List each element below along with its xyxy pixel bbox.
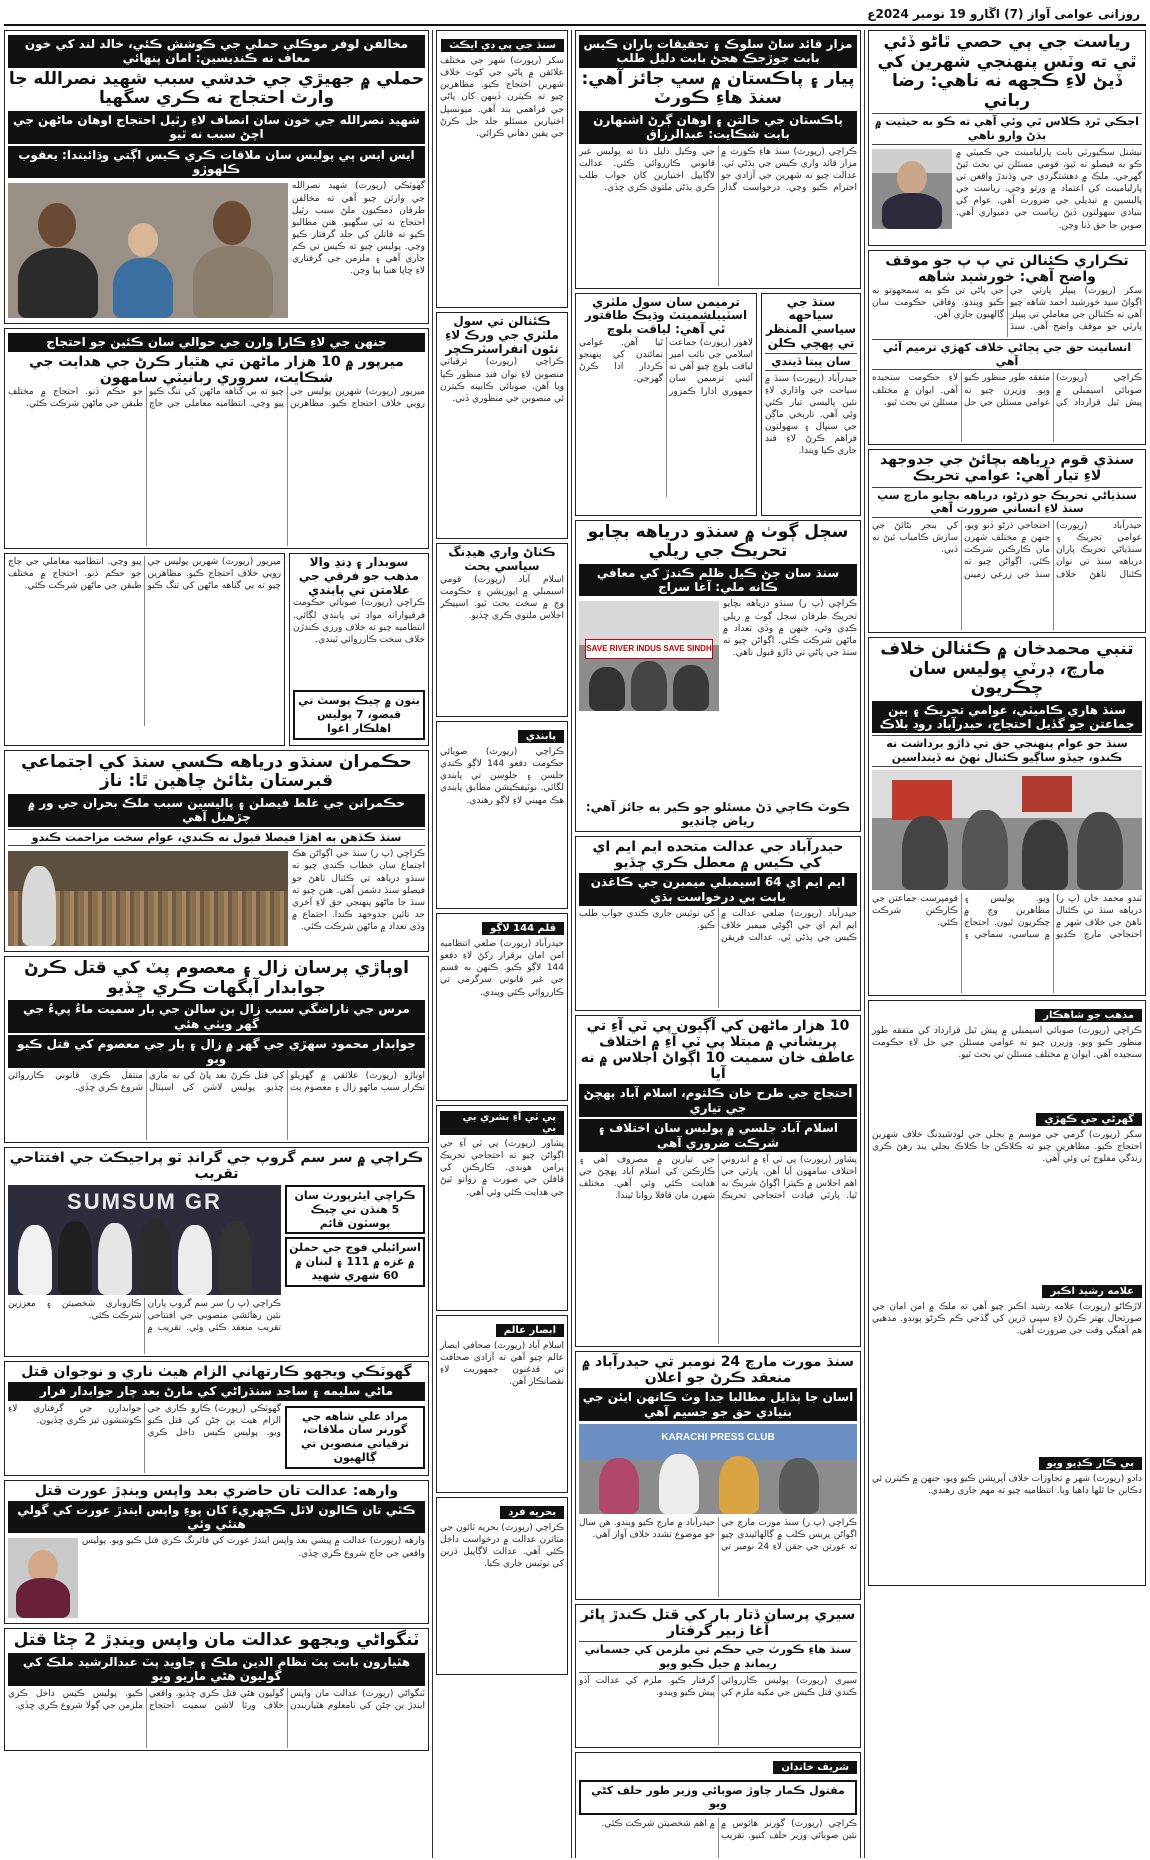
story-body-more: ڪراچي (رپورٽ) صوبائي اسيمبلي ۾ پيش ٿيل قرارداد کي متفقه طور منظور ڪيو ويو. وزيرن چيو ته عوامي مسئلن جي حل لاءِ حڪومت سنجيده آهي. ايوان ۾ مختلف مسئلن تي بحث ٿيو. (872, 373, 1142, 408)
paper-issue-line: روزانی عوامی آواز (7) اڱارو 19 نومبر 2024ع (867, 7, 1140, 21)
headline: سوبدار ۽ ڍنڍ والا مذهب جو فرقي جي علامتن تي پابندي (298, 555, 420, 597)
story-body: ٽنگواڻي (رپورٽ) عدالت مان واپس ايندڙ ٻن ڄڻن کي نامعلوم هٿياربندن گوليون هڻي قتل ڪري ڇڏيو. واقعي خلاف ورثا لاشن سميت احتجاج ڪيو. پوليس ڪيس داخل ڪري ملزمن جي ڳولا شروع ڪري ڇڏي. (8, 1688, 425, 1711)
story-1 (868, 30, 1146, 246)
headline-band: حڪمرانن جي غلط فيصلن ۽ پاليسين سبب ملڪ بحران جي ور ۾ چڙهيل آهي (8, 794, 425, 827)
story-5 (4, 750, 429, 953)
headline-band: سنڌ سان ڄڻ ڪيل ظلم ڪندڙ کي معافي ڪانه ملي: آغا سراج (579, 564, 857, 597)
story-body: اسلام آباد (رپورٽ) قومي اسيمبلي ۾ اپوزيشن ۽ حڪومت وچ ۾ سخت بحث ٿيو. اسپيڪر اجلاس ملتوي ڪري ڇڏيو. (440, 574, 564, 622)
story-body: دادو (رپورٽ) شهر ۾ تجاوزات خلاف آپريشن ڪيو ويو، جنهن ۾ ڪيترن ئي دڪانن جا ٿلها ڊاهيا ويا. انتظاميه چيو ته مهم جاري رهندي. (872, 1473, 1142, 1497)
headline: تنبي محمدخان ۾ ڪئنالن خلاف مارچ، ڊرٽي پوليس سان چڪريون (880, 639, 1134, 699)
column-tag: بحريه فرڊ (500, 1506, 564, 1519)
banner-text: KARACHI PRESS CLUB (661, 1431, 775, 1443)
story-body: ڪراچي (رپورٽ) صوبائي حڪومت فرقيوارانه مواد تي پابندي لڳائي. انتظاميه چيو ته خلاف ورزي ڪندڙن خلاف سخت ڪارروائي ٿيندي. (293, 598, 425, 645)
headline-band: جوابدار محمود سهڙي جي گهر ۾ زال ۽ ٻار جي معصوم کي قتل ڪيو ويو (8, 1035, 425, 1068)
story-body: پشاور (رپورٽ) پي ٽي آءِ جي اڳواڻن چيو ته احتجاجي تحريڪ پرامن هوندي. ڪارڪنن کي قافلن جي صورت ۾ روانو ٿيڻ جي هدايت ڪئي وئي آهي. (440, 1138, 564, 1198)
story-body: حيدرآباد (رپورٽ) سنڌ ۾ سياحت جي واڌاري لاءِ نئين پاليسي تيار ڪئي وئي آهي. تاريخي ماڳن جي سنڀال ۽ سهولتون فراهم ڪرڻ لاءِ فنڊ جاري ڪيا ويندا. (765, 373, 857, 457)
column-4 (4, 30, 429, 1858)
photo-family (8, 183, 288, 318)
story-body: ڪراچي (پ ر) سر سم گروپ پاران نئين رهائشي منصوبي جي افتتاحي تقريب منعقد ڪئي وئي. تقريب ۾ ڪاروباري شخصيتن ۽ معززين شرڪت ڪئي. (8, 1299, 281, 1334)
headline-band: اسلام آباد جلسي ۾ پوليس سان اختلاف ۽ شرڪت ضروري آهي (579, 1119, 857, 1152)
column-tag: پابندي (518, 730, 564, 743)
subheadline: سان پيتا ڏيندي (765, 353, 857, 371)
headline: سڄل ڳوٺ ۾ سنڌو درياهه بچايو تحريڪ جي ريلي (587, 521, 849, 562)
headline: ڪئنالن تي سول ملٽري جي ورڪ لاءِ نئون انفراسٽرڪچر (445, 314, 559, 356)
story-3 (436, 543, 568, 717)
headline-band: مرس جي ناراضگي سبب زال ٻن سالن جي ٻار سميت ماءُ پيءُ جي گهر ويٺي هئي (8, 1000, 425, 1033)
story-body: ڪراچي (پ ر) سنڌو درياهه بچايو تحريڪ طرفان سڄل ڳوٺ ۾ ريلي ڪڍي وئي، جنهن ۾ وڏي تعداد ۾ ماڻهن شرڪت ڪئي. اڳواڻن چيو ته سنڌ جي پاڻي تي ڌاڙو قبول ناهي. (723, 599, 857, 659)
headline: ڪراچي ۾ سر سم گروپ جي گرانڊ ٽو پراجيڪٽ جي افتتاحي تقريب (9, 1149, 424, 1183)
masthead (4, 4, 1146, 26)
banner-text: SAVE RIVER INDUS SAVE SINDH (585, 639, 713, 659)
column-tag: شريف خانڊان (773, 1761, 857, 1774)
story-body: پشاور (رپورٽ) پي ٽي آءِ ۾ اندروني اختلاف سامهون آيا آهن. پارٽي جي اهم اجلاس ۾ ڪيترا اڳواڻ شريڪ نه ٿيا. پارٽي قيادت احتجاجي تحريڪ جي تيارين ۾ مصروف آهي ۽ ڪارڪنن کي اسلام آباد پهچڻ جي هدايت ڪئي وئي آهي. مختلف شهرن مان قافلا روانا ٿيندا. (579, 1154, 857, 1202)
column-tag: قلم 144 لاڳو (482, 922, 564, 935)
story-body: ميرپور (رپورٽ) شهرين پوليس جي رويي خلاف احتجاج ڪيو. مظاهرين چيو ته بي گناهه ماڻهن کي تنگ ڪيو پيو وڃي. انتظاميه معاملي جي جاچ جو حڪم ڏنو. احتجاج ۾ مختلف طبقن جي ماڻهن شرڪت ڪئي. (8, 387, 425, 410)
column-2 (575, 30, 861, 1858)
headline-band: احتجاج جي طرح خان ڪلثوم، اسلام آباد پهچڻ جي تياري (579, 1084, 857, 1117)
headline: ٽنگواڻي ويجهو عدالت مان واپس وينڊڙ 2 ڄڻا قتل (13, 1630, 420, 1651)
photo-rally (579, 601, 719, 711)
column-tag: پي ٽي آءِ بشري بي بي (440, 1111, 564, 1135)
subheadline: سنڌياڻي تحريڪ جو ڌرڻو، درياهه بچايو مارچ سڀ سنڌ لاءِ انساني ضرورت آهي (872, 487, 1142, 519)
headline-band: شهيد نصرالله جي خون سان انصاف لاءِ رٿيل احتجاج اوهان ماڻهن جي اچڻ سبب نه ٿيو (8, 111, 425, 144)
photo-gathering (8, 851, 288, 946)
column-tag: ٻي ڪار ڪڍيو ويو (1039, 1457, 1142, 1470)
column-tag: ابصار عالم (496, 1324, 564, 1337)
story-9 (575, 1604, 861, 1748)
headline-band: اسان جا ٻڌايل مطالبا جدا وٽ ڪانهن ايئن جي بنيادي حق جو جسيم آهي (579, 1388, 857, 1421)
story-2 (4, 328, 429, 549)
story-5 (868, 1000, 1146, 1586)
subheadline: انسانيت حق جي پڄاڻي خلاف کهڙي ترميم آئي آهي (872, 339, 1142, 371)
headline-band: مزار قائد ساڻ سلوڪ ۽ تحقيقات پاران ڪيس بابت جوڙجڪ هجڻ بابت دليل طلب (579, 35, 857, 68)
headline-band: ايس ايس پي پوليس سان ملاقات ڪري ڪيس اڳتي وڌائيندا: يعقوب ڪلهوڙو (8, 146, 425, 179)
column-1 (868, 30, 1146, 1858)
headline: ڪٺاڻ واري هيڊنگ سياسي بحث (448, 545, 556, 574)
story-body: نيشنل سڪيورٽي بابت پارليامينٽ جي ڪميٽي ۾ ڪو به فيصلو نه ٿيو، قومي مسئلن تي بحث ٿيڻ گهرجي. ملڪ ۾ دهشتگردي جي وڌندڙ واقعن تي پارليامينٽ کي اعتماد ۾ ورتو وڃي. رياست جي پاليسين ۾ تبديلي جي ضرورت آهي. عوام کي بنيادي سهولتون ڏيڻ رياست جي ذميواري آهي. صوبن جا حق ڏنا وڃن. (956, 147, 1142, 231)
story-2 (761, 293, 861, 516)
headline: سيري پرسان ڏتار بار کي قتل ڪندڙ ڀائر آغا زبير گرفتار (580, 1606, 856, 1640)
story-8 (4, 1361, 429, 1475)
story-5 (436, 913, 568, 1101)
caption: اسرائيلي فوج جي حملن ۾ غزه ۾ 111 ۽ لبنان ۾ 60 شهري شهيد (285, 1237, 425, 1286)
story-3 (575, 293, 757, 516)
story-8 (436, 1497, 568, 1675)
headline: ترميمن سان سول ملٽري اسٽيبلشمينٽ وڌيڪ طاقتور ٿي آهي: لياقت بلوچ (584, 294, 748, 337)
caption: بنون ۾ چيڪ پوسٽ تي قبضو، 7 پوليس اهلڪار اغوا (293, 690, 425, 739)
story-body: ڪراچي (رپورٽ) صوبائي اسيمبلي ۾ پيش ٿيل قرارداد کي متفقه طور منظور ڪيو ويو. وزيرن چيو ته عوامي مسئلن جي حل لاءِ حڪومت سنجيده آهي. ايوان ۾ مختلف مسئلن تي بحث ٿيو. (872, 1025, 1142, 1061)
headline: سنڌي قوم درياهه بچائڻ جي جدوجهد لاءِ تيار آهي: عوامي تحريڪ (880, 452, 1134, 485)
headline: حيدرآباد جي عدالت متحده ايم ايم اي کي ڪيس ۾ معطل ڪري ڇڏيو (592, 839, 844, 872)
photo-inauguration (8, 1185, 281, 1295)
headline-band: مخالفن لوفر موڪلي حملي جي ڪوشش ڪئي، خالد لند کي خون معاف نه ڪنديسين: امان پنهائي (8, 35, 425, 68)
banner-text: SUMSUM GR (67, 1189, 222, 1215)
subheadline: اڄڪي ٿرڊ ڪلاس ٿي وئي آهي ته ڪو به حيثيت ۾ ٻڌڻ وارو ناهي (872, 113, 1142, 145)
story-7 (4, 1147, 429, 1357)
story-body: ڪراچي (رپورٽ) گورنر هائوس ۾ نئين صوبائي وزير حلف کنيو. تقريب ۾ اهم شخصيتن شرڪت ڪئي. (601, 1819, 857, 1842)
headline: گهوٽڪي ويجهو ڪارتهاني الزام هيٺ ناري و نوجوان قتل (21, 1364, 412, 1381)
story-body: سکر (رپورٽ) پيپلز پارٽي جي اڳواڻ سيد خورشيد احمد شاهه چيو آهي ته ڪئنالن جي معاملي تي پيپلز پارٽي جو موقف واضح آهي. سنڌ جي پاڻي تي ڪو به سمجهوتو نه ڪيو ويندو. وفاقي حڪومت سان ڳالهيون جاري آهن. (872, 285, 1142, 333)
headline: حڪمران سنڌو درياهه ڪسي سنڌ کي اجتماعي قبرستان بڻائڻ چاهين ٿا: ناز (21, 751, 412, 792)
story-body: ڪراچي (رپورٽ) ترقياتي منصوبن لاءِ نوان فنڊ منظور ڪيا ويا آهن. صوبائي ڪابينه ڪيترن ئي منصوبن جي منظوري ڏني. (440, 357, 564, 404)
story-body: سکر (رپورٽ) گرمي جي موسم ۾ بجلي جي لوڊشيڊنگ خلاف شهرين احتجاج ڪيو. مظاهرين چيو ته ڪلاڪن جا ڪلاڪ بجلي بند رهڻ ڪري زندگي مفلوج ٿي وئي آهي. (872, 1129, 1142, 1165)
photo-protest (872, 770, 1142, 890)
headline: سنڌ مورت مارچ 24 نومبر تي حيدرآباد ۾ منعقد ڪرڻ جو اعلان (581, 1353, 855, 1387)
caption: مقتول ڪمار چاوڙ صوبائي وزير طور حلف کڻي ويو (579, 1780, 857, 1816)
headline: ميرپور ۾ 10 هزار ماڻهن تي هٿيار ڪرڻ جي هدايت جي شڪايت، سروري ربانيٽي سامهون (29, 353, 404, 386)
story-6 (436, 1105, 568, 1311)
story-2 (436, 312, 568, 539)
photo-press-club (579, 1424, 857, 1514)
story-1 (575, 30, 861, 289)
story-4 (575, 520, 861, 832)
subheadline: سنڌ ڪڏهن به اهڙا فيصلا قبول نه ڪندي، عوام سخت مزاحمت ڪندو (8, 829, 425, 847)
story-1 (4, 30, 429, 324)
story-2b (4, 553, 285, 746)
caption: ڪراچي ايئرپورٽ سان 5 هنڌن تي چيڪ پوسٽون قائم (285, 1185, 425, 1234)
headline: حملي ۾ جهيڙي جي خدشي سبب شهيد نصرالله جا وارث احتجاج نه ڪري سگهيا (8, 68, 425, 109)
story-10 (575, 1752, 861, 1858)
story-8 (575, 1351, 861, 1600)
headline-band: ڪٿي تان ڪالون لاٿل ڪچهريءَ کان پوءِ واپس ايندڙ عورت کي گولي هنئي وئي (8, 1501, 425, 1534)
story-7 (436, 1315, 568, 1493)
story-body: سيري (رپورٽ) پوليس ڪارروائي ڪندي قتل ڪيس جي مکيه ملزم کي گرفتار ڪيو. ملزم کي عدالت آڏو پيش ڪيو ويندو. (579, 1675, 857, 1698)
story-body: ڪراچي (رپورٽ) بحريه ٽائون جي متاثرن عدالت ۾ درخواست داخل ڪئي آهي. عدالت لاڳاپيل ڌرين کي نوٽيس جاري ڪيا. (440, 1522, 564, 1570)
story-body: لاهور (رپورٽ) جماعت اسلامي جي نائب امير لياقت بلوچ چيو آهي ته آئيني ترميمن سان جمهوري ادارا ڪمزور ٿيا آهن. عوامي نمائندن کي پنهنجو ڪردار ادا ڪرڻ گهرجي. (579, 338, 753, 397)
headline-band: جنهن جي لاءِ ڪارا وارن جي حوالي سان ڪئين جو احتجاج (8, 333, 425, 351)
story-body: حيدرآباد (رپورٽ) ضلعي عدالت ۾ ايم ايم اي جي اڳوڻي ميمبر خلاف ڪيس جي ٻڌڻي ٿي. عدالت فريقن کي نوٽيس جاري ڪندي جواب طلب ڪيو. (579, 909, 857, 944)
story-body: حيدرآباد (رپورٽ) ضلعي انتظاميه امن امان برقرار رکڻ لاءِ دفعو 144 لاڳو ڪيو. ڪنهن به قسم جي غير قانوني سرگرمي تي ڪارروائي ڪئي ويندي. (440, 938, 564, 998)
story-body: لاڙڪاڻو (رپورٽ) علامه رشيد اڪبر چيو آهي ته ملڪ ۾ امن امان جي صورتحال بهتر ڪرڻ لاءِ سڀني ڌرين کي گڏجي ڪم ڪرڻو پوندو. مذهبي هم آهنگي وقت جي ضرورت آهي. (872, 1301, 1142, 1337)
story-body: ڪراچي (رپورٽ) صوبائي حڪومت دفعو 144 لاڳو ڪندي جلسن ۽ جلوسن تي پابندي لڳائي. نوٽيفڪيشن مطابق پابندي هڪ مهيني لاءِ لاڳو رهندي. (440, 746, 564, 806)
photo-portrait (872, 149, 952, 229)
headline-band: هٿيارون بابت پٽ نظام الدين ملڪ ۽ جاويد پٽ عبدالرشيد ملڪ کي گوليون هڻي ماريو ويو (8, 1653, 425, 1686)
column-tag: سنڌ جي پي ڊي ايڪٽ (441, 39, 564, 52)
story-7 (575, 1015, 861, 1347)
story-4 (868, 637, 1146, 996)
headline-band: ماڻي سليمه ۽ ساجد سنڌراڻي کي مارڻ بعد چار جوابدار فرار (8, 1382, 425, 1400)
headline: وارهه: عدالت تان حاضري بعد واپس وينڊڙ عورت قتل (34, 1482, 399, 1499)
subheadline: سنڌ هاءِ ڪورٽ جي حڪم تي ملزمن کي جسماني ريمانڊ ۾ جيل ڪيو ويو (579, 1641, 857, 1673)
story-6 (575, 836, 861, 1011)
headline-band: ايم ايم اي 64 اسيمبلي ميمبرن جي ڪاغذن بابت ٻي درخواست ٻڌي (579, 873, 857, 906)
story-body: اوٻاڙو (رپورٽ) علائقي ۾ گهريلو تڪرار سبب ماڻهو زال ۽ معصوم پٽ کي قتل ڪرڻ بعد پاڻ کي به ماري ڇڏيو. پوليس لاشن کي اسپتال منتقل ڪري قانوني ڪارروائي شروع ڪري ڇڏي. (8, 1070, 425, 1094)
story-3 (868, 449, 1146, 633)
headline-band: پاڪستان جي حالتن ۽ اوهان ڳرڻ اشتهارن بابت شڪايت: عبدالرزاق (579, 111, 857, 144)
headline: تڪراري ڪئنالن تي پ پ جو موقف واضح آهي: خورشيد شاهه (885, 252, 1129, 285)
photo-victim (8, 1538, 78, 1618)
story-3 (289, 553, 429, 746)
headline: ڪوٽ ڪاڄي ڌڻ مسئلو جو ڪير به جائز آهي: رياض چانڊيو (585, 800, 851, 829)
story-body: اسلام آباد (رپورٽ) صحافي ابصار عالم چيو آهي ته آزادي صحافت تي قدغنون جمهوريت لاءِ نقصانڪار آهن. (440, 1340, 564, 1388)
story-body: ٽنڊو محمد خان (پ ر) درياهه سنڌ تي ڪئنال ٺاهڻ جي خلاف شهر ۾ احتجاجي مارچ ڪڍيو ويو. پوليس ۽ مظاهرين وچ ۾ چڪريون ٿيون. احتجاج ۾ سياسي، سماجي ۽ قومپرست جماعتن جي ڪارڪنن شرڪت ڪئي. (872, 893, 1142, 941)
subheadline: سنڌ جو عوام پنهنجي حق تي ڌاڙو برداشت نه ڪندو، جيڏو ساڳيو ڪئنال ٺهڻ نه ڏينداسين (872, 735, 1142, 767)
story-body: ڪراچي (پ ر) سنڌ جي اڳواڻن هڪ اجتماع سان خطاب ڪندي چيو ته سنڌو درياهه تي ڪئنال ٺاهڻ جو فيصلو سنڌ دشمن آهي. هنن چيو ته سنڌ جا ماڻهو پنهنجي حق لاءِ آخري حد تائين جدوجهد ڪندا. اجتماع ۾ وڏي تعداد ۾ ماڻهن شرڪت ڪئي. (292, 849, 425, 933)
story-body: حيدرآباد (رپورٽ) عوامي تحريڪ ۽ سنڌياڻي تحريڪ پاران درياهه سنڌ تي نوان ڪئنال ٺاهڻ خلاف احتجاجي ڌرڻو ڏنو ويو، جنهن ۾ مختلف شهرن مان ڪارڪنن شرڪت ڪئي. اڳواڻن چيو ته سنڌ جي زرعي زمينن کي بنجر بڻائڻ جي سازش ڪامياب ٿيڻ نه ڏبي. (872, 521, 1142, 580)
story-2 (868, 250, 1146, 446)
column-3 (436, 30, 568, 1858)
story-body: گهوٽڪي (رپورٽ) شهيد نصرالله جي وارثن چيو آهي ته مخالفن طرفان ڌمڪيون ملڻ سبب رٿيل احتجاج نه ٿي سگهيو. هنن مطالبو ڪيو ته قاتلن کي جلد گرفتار ڪيو وڃي. پوليس چيو ته ڪيس تي ڪم جاري آهي ۽ ملزمن جي گرفتاري لاءِ ڇاپا هنيا پيا وڃن. (292, 181, 425, 277)
story-9 (4, 1480, 429, 1625)
column-tag: علامه رشيد اڪبر (1042, 1285, 1142, 1298)
story-1 (436, 30, 568, 308)
column-tag: مذهب جو شاهڪار (1035, 1009, 1142, 1022)
story-body: وارهه (رپورٽ) عدالت ۾ پيشي بعد واپس ايندڙ عورت کي فائرنگ ڪري قتل ڪيو ويو. پوليس واقعي جي جاچ شروع ڪري ڇڏي. (82, 1536, 425, 1559)
headline: پيار ۽ پاڪستان ۾ سڀ جائز آهي: سنڌ هاءِ ڪورٽ (581, 68, 855, 109)
columns (4, 30, 1146, 1858)
headline: رياست جي ٻي حصي ٿاڻو ڏئي ٿي ته وٽس پنهنجي شهرين کي ڏيڻ لاءِ ڪجهه نه ناهي: رضا رباني (877, 32, 1137, 111)
story-4 (436, 721, 568, 909)
story-body: گهوٽڪي (رپورٽ) ڪارو ڪاري جي الزام هيٺ ٻن ڄڻن کي قتل ڪيو ويو. پوليس ڪيس داخل ڪري جوابدارن جي گرفتاري لاءِ ڪوششون تيز ڪري ڇڏيون. (8, 1403, 281, 1438)
story-10 (4, 1628, 429, 1750)
story-body: ڪراچي (پ ر) سنڌ مورت مارچ جي اڳواڻن پريس ڪلب ۾ ڳالهائيندي چيو ته عورتن جي حقن لاءِ 24 نومبر تي حيدرآباد ۾ مارچ ڪيو ويندو. هن سال جو موضوع تشدد خلاف آواز آهي. (579, 1517, 857, 1553)
story-body: ڪراچي (رپورٽ) سنڌ هاءِ ڪورٽ ۾ مزار قائد واري ڪيس جي ٻڌڻي ٿي. عدالت چيو ته شهرين جي آزادي جو احترام ڪيو وڃي. درخواست گذار جي وڪيل دليل ڏنا ته پوليس غير قانوني ڪارروائي ڪئي. عدالت لاڳاپيل اختيارين کان جواب طلب ڪري ٻڌڻي ملتوي ڪري ڇڏي. (579, 146, 857, 194)
caption: مراد علي شاهه جي گورنر سان ملاقات، ترقياتي منصوبن تي ڳالهيون (285, 1406, 425, 1469)
story-body: سکر (رپورٽ) شهر جي مختلف علائقن ۾ پاڻي جي کوٽ خلاف شهرين احتجاج ڪيو. مظاهرين چيو ته ڪيترن ڏينهن کان پاڻي جي فراهمي بند آهي. ميونسپل اختيارين مسئلو جلد حل ڪرڻ جي يقين دهاني ڪرائي. (440, 56, 564, 139)
headline: اوٻاڙي پرسان زال ۽ معصوم پٽ کي قتل ڪرڻ جوابدار آپگهات ڪري ڇڏيو (24, 958, 409, 998)
story-6 (4, 956, 429, 1143)
column-tag: گهرڻي جي ڪهڙي (1036, 1113, 1142, 1126)
headline: سنڌ جي سياحهه سياسي المنظر تي پهچي ڪلن (765, 294, 857, 351)
headline-band: سنڌ هاري ڪاميٽي، عوامي تحريڪ ۽ ٻين جماعتن جو گڏيل احتجاج، حيدرآباد روڊ بلاڪ (872, 701, 1142, 734)
story-body: ميرپور (رپورٽ) شهرين پوليس جي رويي خلاف احتجاج ڪيو. مظاهرين چيو ته بي گناهه ماڻهن کي تنگ ڪيو پيو وڃي. انتظاميه معاملي جي جاچ جو حڪم ڏنو. احتجاج ۾ مختلف طبقن جي ماڻهن شرڪت ڪئي. (8, 557, 281, 592)
headline: 10 هزار ماڻهن کي آڳيون پي ٽي آءِ تي پريشاني ۾ مبتلا پي ٽي آءِ ۾ اختلاف عاطف خان سميت 10 اڳواڻ اجلاس ۾ نه آيا (580, 1018, 856, 1083)
